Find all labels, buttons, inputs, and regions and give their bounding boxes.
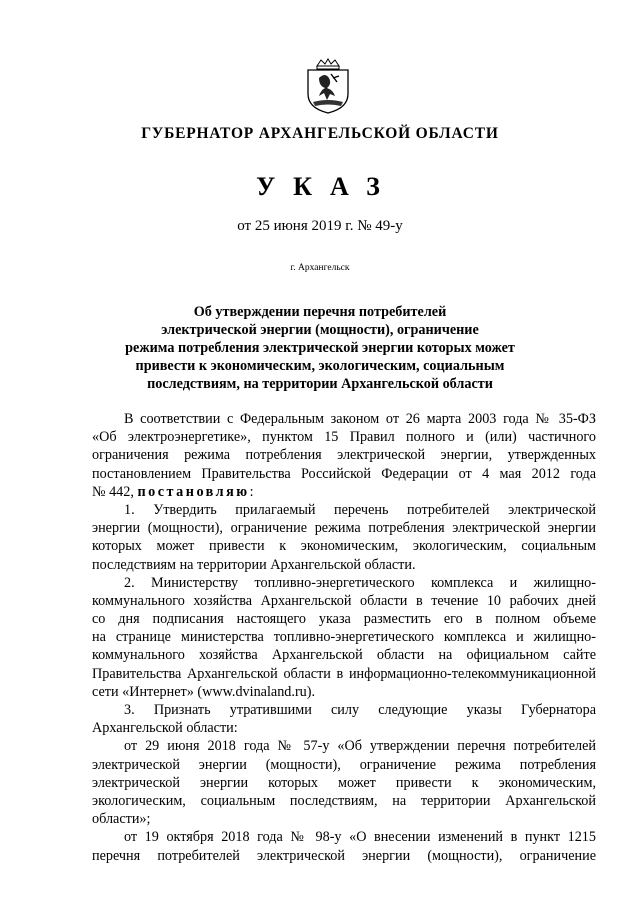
- body-line: ограничения режима потребления электрической энергии, утвержденных: [92, 447, 596, 464]
- body-line: «Об электроэнергетике», пунктом 15 Правил полного и (или) частичного: [92, 429, 596, 446]
- document-type: УКАЗ: [256, 172, 398, 201]
- title-line: последствиям, на территории Архангельской области: [147, 376, 493, 392]
- body-line: со дня подписания настоящего указа разместить его в полном объеме: [92, 611, 596, 628]
- decree-keyword: постановляю: [137, 483, 250, 500]
- decree-number: № 442,: [92, 483, 138, 500]
- body-line: сети «Интернет» (www.dvinaland.ru).: [92, 683, 316, 700]
- body-line: перечня потребителей электрической энергии (мощности), ограничение: [92, 847, 596, 864]
- body-line: электрической энергии (мощности), ограничение режима потребления: [92, 756, 596, 773]
- document-body: [92, 410, 596, 865]
- title-line: привести к экономическим, экологическим, социальным: [135, 358, 505, 374]
- body-line: 2. Министерству топливно-энергетического комплекса и жилищно-: [124, 574, 596, 591]
- body-line: В соответствии с Федеральным законом от 26 марта 2003 года № 35-ФЗ: [124, 411, 596, 427]
- governor-heading: ГУБЕРНАТОР АРХАНГЕЛЬСКОЙ ОБЛАСТИ: [141, 125, 499, 142]
- body-line: Правительства Архангельской области в информационно-телекоммуникационной: [92, 665, 596, 682]
- body-line: коммунального хозяйства Архангельской области в течение 10 рабочих дней: [92, 592, 596, 609]
- body-line: [92, 483, 596, 501]
- body-line: экологическим, социальным последствиям, на территории Архангельской: [92, 792, 596, 809]
- document-city: г. Архангельск: [290, 263, 350, 273]
- body-line: которых может привести к экономическим, экологическим, социальным: [92, 538, 596, 555]
- body-line: 1. Утвердить прилагаемый перечень потребителей электрической: [124, 501, 596, 518]
- decree-colon: :: [249, 483, 254, 500]
- body-line: от 19 октября 2018 года № 98-у «О внесении изменений в пункт 1215: [124, 829, 596, 846]
- body-line: постановлением Правительства Российской Федерации от 4 мая 2012 года: [92, 465, 596, 482]
- body-line: коммунального хозяйства Архангельской области на официальном сайте: [92, 647, 596, 664]
- title-line: Об утверждении перечня потребителей: [193, 304, 447, 320]
- body-line: от 29 июня 2018 года № 57-у «Об утверждении перечня потребителей: [124, 738, 596, 755]
- body-line: на странице министерства топливно-энергетического комплекса и жилищно-: [92, 629, 596, 646]
- body-line: электрической энергии которых может привести к экономическим,: [92, 774, 596, 791]
- coat-of-arms-emblem: [305, 58, 351, 114]
- body-line: энергии (мощности), ограничение режима потребления электрической энергии: [92, 520, 596, 537]
- title-line: электрической энергии (мощности), ограничение: [161, 322, 479, 338]
- document-date: от 25 июня 2019 г. № 49-у: [237, 218, 403, 234]
- body-line: области»;: [92, 811, 151, 828]
- body-line: 3. Признать утратившими силу следующие указы Губернатора: [124, 702, 596, 718]
- body-line: Архангельской области:: [92, 720, 238, 737]
- body-line: последствиям на территории Архангельской области.: [92, 556, 416, 573]
- document-title: [100, 303, 540, 393]
- title-line: режима потребления электрической энергии которых может: [125, 340, 515, 356]
